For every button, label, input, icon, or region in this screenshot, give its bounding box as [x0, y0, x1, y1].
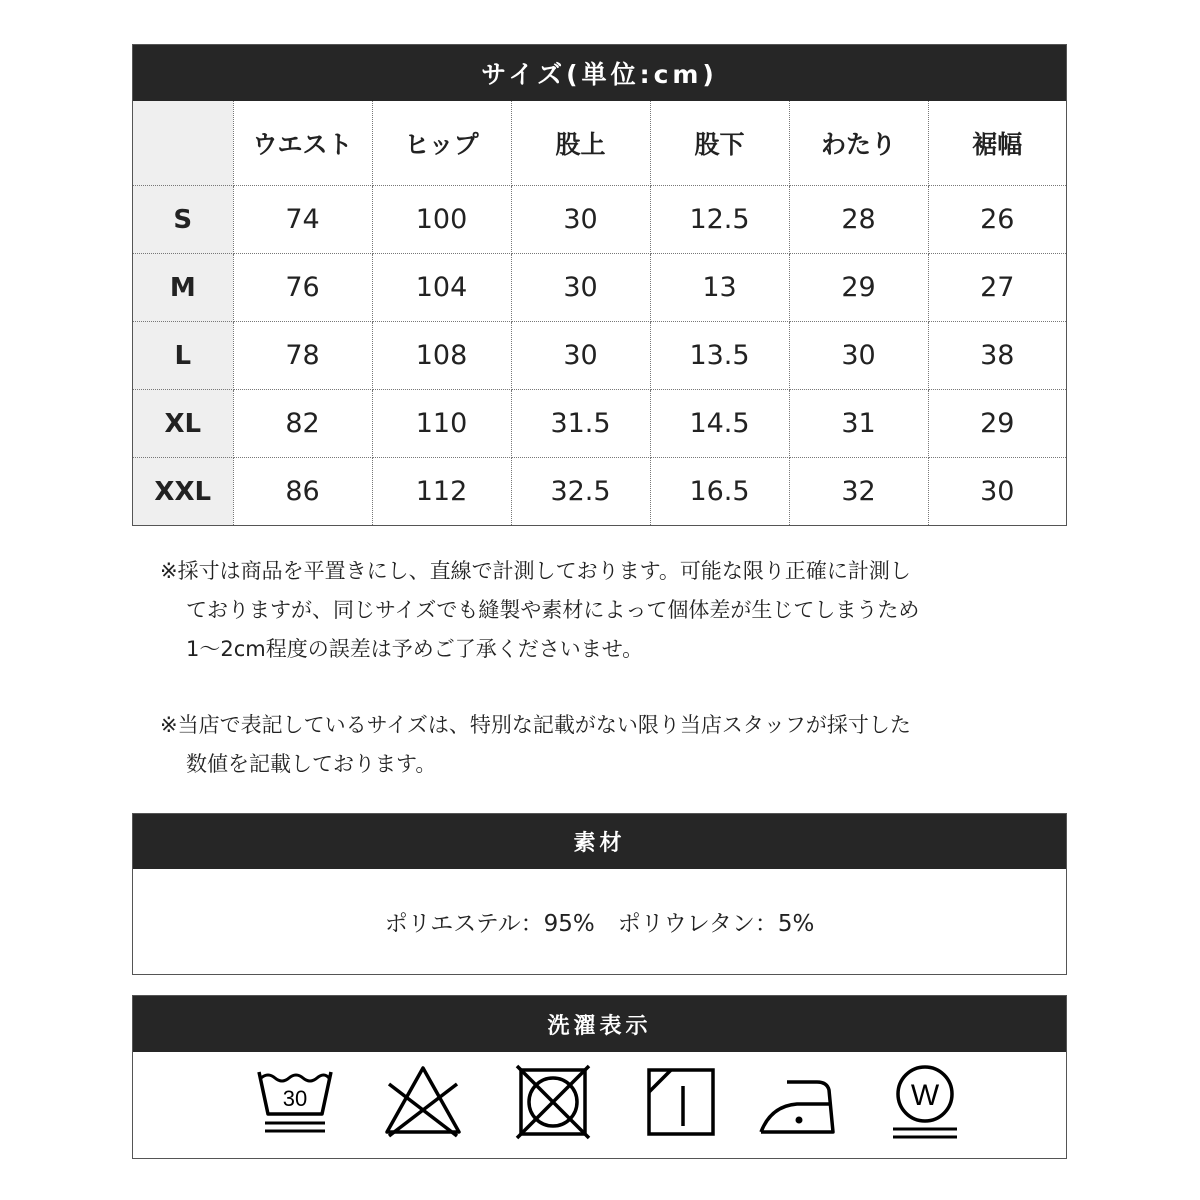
- table-cell: 14.5: [650, 390, 789, 458]
- table-cell: 104: [372, 254, 511, 322]
- table-cell: 30: [511, 186, 650, 254]
- column-header-hem: 裾幅: [928, 101, 1066, 186]
- table-cell: 32.5: [511, 458, 650, 526]
- size-table-header-row: [133, 101, 1066, 186]
- line-dry-shade-icon: [641, 1062, 721, 1142]
- size-label: XXL: [133, 458, 233, 526]
- wash-30-gentle-icon: [255, 1062, 335, 1142]
- table-cell: 74: [233, 186, 372, 254]
- table-cell: 100: [372, 186, 511, 254]
- table-row: [133, 458, 1066, 526]
- no-tumble-dry-icon: [513, 1062, 593, 1142]
- table-cell: 30: [511, 322, 650, 390]
- table-cell: 78: [233, 322, 372, 390]
- measurement-note: [160, 552, 1040, 669]
- table-row: [133, 186, 1066, 254]
- column-header-inseam: 股下: [650, 101, 789, 186]
- size-notation-note: [160, 706, 1040, 784]
- table-cell: 31.5: [511, 390, 650, 458]
- care-section: [132, 995, 1067, 1159]
- table-cell: 13: [650, 254, 789, 322]
- table-cell: 82: [233, 390, 372, 458]
- care-title: 洗濯表示: [133, 996, 1066, 1052]
- wet-clean-gentle-icon: [885, 1062, 965, 1142]
- table-cell: 29: [928, 390, 1066, 458]
- table-cell: 29: [789, 254, 928, 322]
- care-icons: [133, 1052, 1066, 1158]
- column-header-thigh: わたり: [789, 101, 928, 186]
- table-cell: 28: [789, 186, 928, 254]
- size-table: [133, 101, 1066, 525]
- table-cell: 31: [789, 390, 928, 458]
- table-cell: 30: [928, 458, 1066, 526]
- no-bleach-icon: [383, 1062, 463, 1142]
- table-cell: 76: [233, 254, 372, 322]
- material-text: ポリエステル：95% ポリウレタン：5%: [384, 911, 815, 937]
- table-cell: 86: [233, 458, 372, 526]
- table-cell: 12.5: [650, 186, 789, 254]
- wash-temperature-label: 30: [282, 1086, 308, 1111]
- table-cell: 30: [789, 322, 928, 390]
- table-cell: 26: [928, 186, 1066, 254]
- wet-clean-label: W: [910, 1079, 940, 1112]
- table-cell: 30: [511, 254, 650, 322]
- note-line: 1〜2cm程度の誤差は予めご了承くださいませ。: [186, 637, 644, 661]
- size-label: S: [133, 186, 233, 254]
- size-label: L: [133, 322, 233, 390]
- size-table-title: サイズ(単位:cm): [133, 45, 1066, 101]
- table-cell: 13.5: [650, 322, 789, 390]
- note-line: ※当店で表記しているサイズは、特別な記載がない限り当店スタッフが採寸した: [160, 713, 911, 737]
- table-row: [133, 254, 1066, 322]
- note-line: ておりますが、同じサイズでも縫製や素材によって個体差が生じてしまうため: [186, 598, 920, 622]
- size-label: XL: [133, 390, 233, 458]
- material-section: [132, 813, 1067, 975]
- note-line: ※採寸は商品を平置きにし、直線で計測しております。可能な限り正確に計測し: [160, 559, 911, 583]
- size-table-corner: [133, 101, 233, 186]
- column-header-rise: 股上: [511, 101, 650, 186]
- column-header-waist: ウエスト: [233, 101, 372, 186]
- column-header-hip: ヒップ: [372, 101, 511, 186]
- table-row: [133, 322, 1066, 390]
- material-title: 素材: [133, 814, 1066, 869]
- table-cell: 108: [372, 322, 511, 390]
- size-table-section: [132, 44, 1067, 526]
- table-cell: 16.5: [650, 458, 789, 526]
- table-cell: 110: [372, 390, 511, 458]
- table-cell: 38: [928, 322, 1066, 390]
- table-cell: 27: [928, 254, 1066, 322]
- table-cell: 112: [372, 458, 511, 526]
- note-line: 数値を記載しております。: [186, 752, 437, 776]
- table-row: [133, 390, 1066, 458]
- iron-low-icon: [757, 1062, 841, 1142]
- table-cell: 32: [789, 458, 928, 526]
- size-label: M: [133, 254, 233, 322]
